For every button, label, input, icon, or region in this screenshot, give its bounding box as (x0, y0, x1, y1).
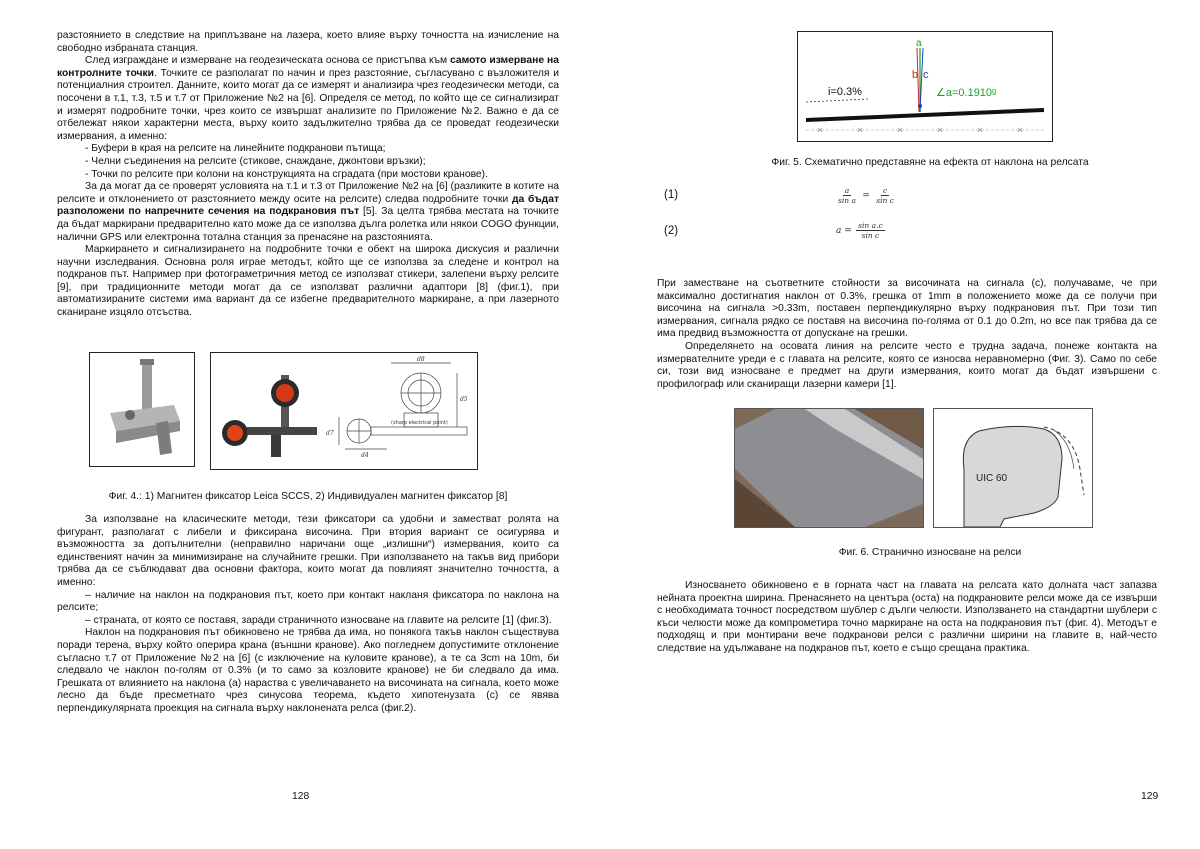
equation-2: a = $\frac{\text{sin a.c}}{\text{sin c}}$ (836, 221, 883, 240)
left-text-top (57, 30, 559, 320)
list-item: - Точки по релсите при колони на конструкцията на сградата (при мостови кранове). (85, 168, 488, 180)
magnetic-fixator-photo (89, 352, 195, 467)
list-item: – страната, от която се поставя, заради страничното износване на главите на релсите [1] (фиг.3). (85, 614, 552, 626)
right-page (600, 0, 1200, 849)
equation-number: (2) (664, 225, 679, 237)
label-a: a (916, 38, 922, 49)
dimension-label: d7 (326, 430, 334, 437)
paragraph: Маркирането и сигнализирането на подробните точки е обект на широка дискусия и различни научни изследвания. Основна роля играе методът, който ще се използва за следене и контрол на подкранов път. Например при фотограметричния метод се използват стикери, залепени върху релсите [9], при традиционните методи могат да се използват различни адаптори [8] (фиг.1), при автоматизираните системи има вариант да се избегне предварителното маркиране, а при лазерното сканиране изцяло отсъства. (57, 244, 559, 319)
individual-fixator-drawing (210, 352, 478, 470)
paragraph: разстоянието в следствие на приплъзване на лазера, което влияе върху точността на изчисление на свободно избраната станция. (57, 30, 559, 54)
paragraph: За използване на класическите методи, тези фиксатори са удобни и заместват ролята на фигурант, разполагат с либели и фиксирана височина. При втория вариант се осигурява и възможността за допълнителни (неправилно наричани още „излишни“) измервания, които са единственият начин за минимизиране на случайните грешки. При използването на такъв вид прибори трябва да се съблюдават два основни фактора, които могат да повлияят значително точността, а именно: (57, 514, 559, 588)
figure-caption: Фиг. 5. Схематично представяне на ефекта от наклона на релсата (771, 157, 1089, 168)
drawing-note: (sharp electrical point) (391, 420, 448, 426)
page-number: 129 (1141, 791, 1159, 802)
rail-type-label: UIC 60 (976, 473, 1008, 484)
right-text-bottom (657, 580, 1157, 656)
dimension-label: d8 (417, 356, 425, 363)
dimension-label: d4 (361, 452, 369, 459)
list-item: - Челни съединения на релсите (стикове, снаждане, джонтови връзки); (85, 155, 426, 167)
left-text-bottom (57, 514, 559, 716)
page-number: 128 (292, 791, 310, 802)
figure-caption: Фиг. 4.: 1) Магнитен фиксатор Leica SCCS, 2) Индивидуален магнитен фиксатор [8] (108, 491, 508, 502)
list-item: - Буфери в края на релсите на линейните подкранови пътища; (85, 143, 386, 155)
rail-profile-drawing (933, 408, 1093, 528)
angle-label: ∠a=0.1910ᵍ (936, 87, 997, 99)
paragraph: За да могат да се проверят условията на т.1 и т.3 от Приложение №2 на [6] (разликите в котите на релсите и отклонението от разстоянието между осите на релсите) следва подробните точки да бъдат разположени по напречните сечения на подкрановия път [5]. За целта трябва местата на точките да бъдат маркирани предварително като може да се използва дълга ролетка или някои COGO функции, налични GPS или електронна тотална станция за пренасяне на разстоянията. (57, 181, 559, 243)
dimension-label: d5 (460, 396, 468, 403)
equation-number: (1) (664, 189, 679, 201)
rail-slope-diagram (797, 31, 1053, 142)
figure-caption: Фиг. 6. Странично износване на релси (838, 547, 1022, 558)
paragraph: Наклон на подкрановия път обикновено не трябва да има, но понякога такъв наклон съществува поради терена, върху който оперира крана (външни кранове). Ако погледнем допустимите отклонение съгласно т.7 от Приложение №2 на [6] (с изключение на куловите кранове), а те са 3cm на 10m, би следвало че наклон по-голям от 0.3% (и то само за козловите кранове) не би следвало да има. Грешката от влиянието на наклона (а) нараства с увеличаването на височината на сигнала, което може лесно да бъде пресметнато чрез синусова теорема, където хипотенузата (с) се явява перпендикулярната проекция на сигнала върху наклонената релса (фиг.2). (57, 627, 559, 714)
label-b: b (912, 69, 919, 81)
slope-label: i=0.3% (828, 86, 862, 98)
paragraph: След изграждане и измерване на геодезическата основа се пристъпва към самото измерване на контролните точки. Точките се разполагат по начин и през разстояние, съгласувано с възложителя и потенциалния строител. Данните, които могат да се измерят и анализира чрез геодезически методи, са посочени в т.1, т.3, т.5 и т.7 от Приложение №2 на [6]. Определя се метод, по който ще се сигнализират и измерят подробните точки, чрез които се извършат анализите по Приложение №2. Важно е да се отбележат някои характерни места, върху които задължително трябва да се проведат геодезически измервания, а именно: (57, 55, 560, 142)
paragraph: Определянето на осовата линия на релсите често е трудна задача, понеже контакта на измервателните уреди е с главата на релсите, която се износва неравномерно (Фиг. 3). Само по себе си, този вид износване е предмет на други измервания, които могат да бъдат извършени с профилограф или сканиращи лазерни камери [1]. (657, 340, 1157, 390)
equation-1: $\frac{a}{\text{sin a}}$ = $\frac{c}{\text{sin c}}$ (838, 186, 894, 205)
paragraph: При заместване на съответните стойности за височината на сигнала (с), получаваме, че при максимално достигнатия наклон от 0.3%, грешка от 1mm в положението може да се получи при височина на сигнала >0.33m, поставен перпендикулярно върху подкрановия път. При този тип измервания, сигнала рядко се поставя на височина по-голяма от 0.1 до 0.2m, но все пак трябва да се има предвид възможността от допускане на грешки. (657, 278, 1157, 340)
right-text-top (657, 278, 1157, 391)
list-item: – наличие на наклон на подкрановия път, което при контакт накланя фиксатора по наклона на релсите; (57, 589, 559, 614)
paragraph: Износването обикновено е в горната част на главата на релсата като долната част запазва нейната проектна ширина. Пренасянето на центъра (оста) на подкрановите релси може да се извърши с необходимата точност посредством шублер с дълги челюсти. Използването на стандартни шублери с къси челюсти може да компрометира точно маркиране на оста на подкрановия път (фиг. 4). Методът е подходящ и при монтирани вече подкранови релси с различни ширини на главите в, най-често следствие на удължаване на подкранов път, което е също срещана практика. (657, 580, 1157, 654)
rail-wear-photo (734, 408, 924, 528)
label-c: c (923, 69, 929, 81)
